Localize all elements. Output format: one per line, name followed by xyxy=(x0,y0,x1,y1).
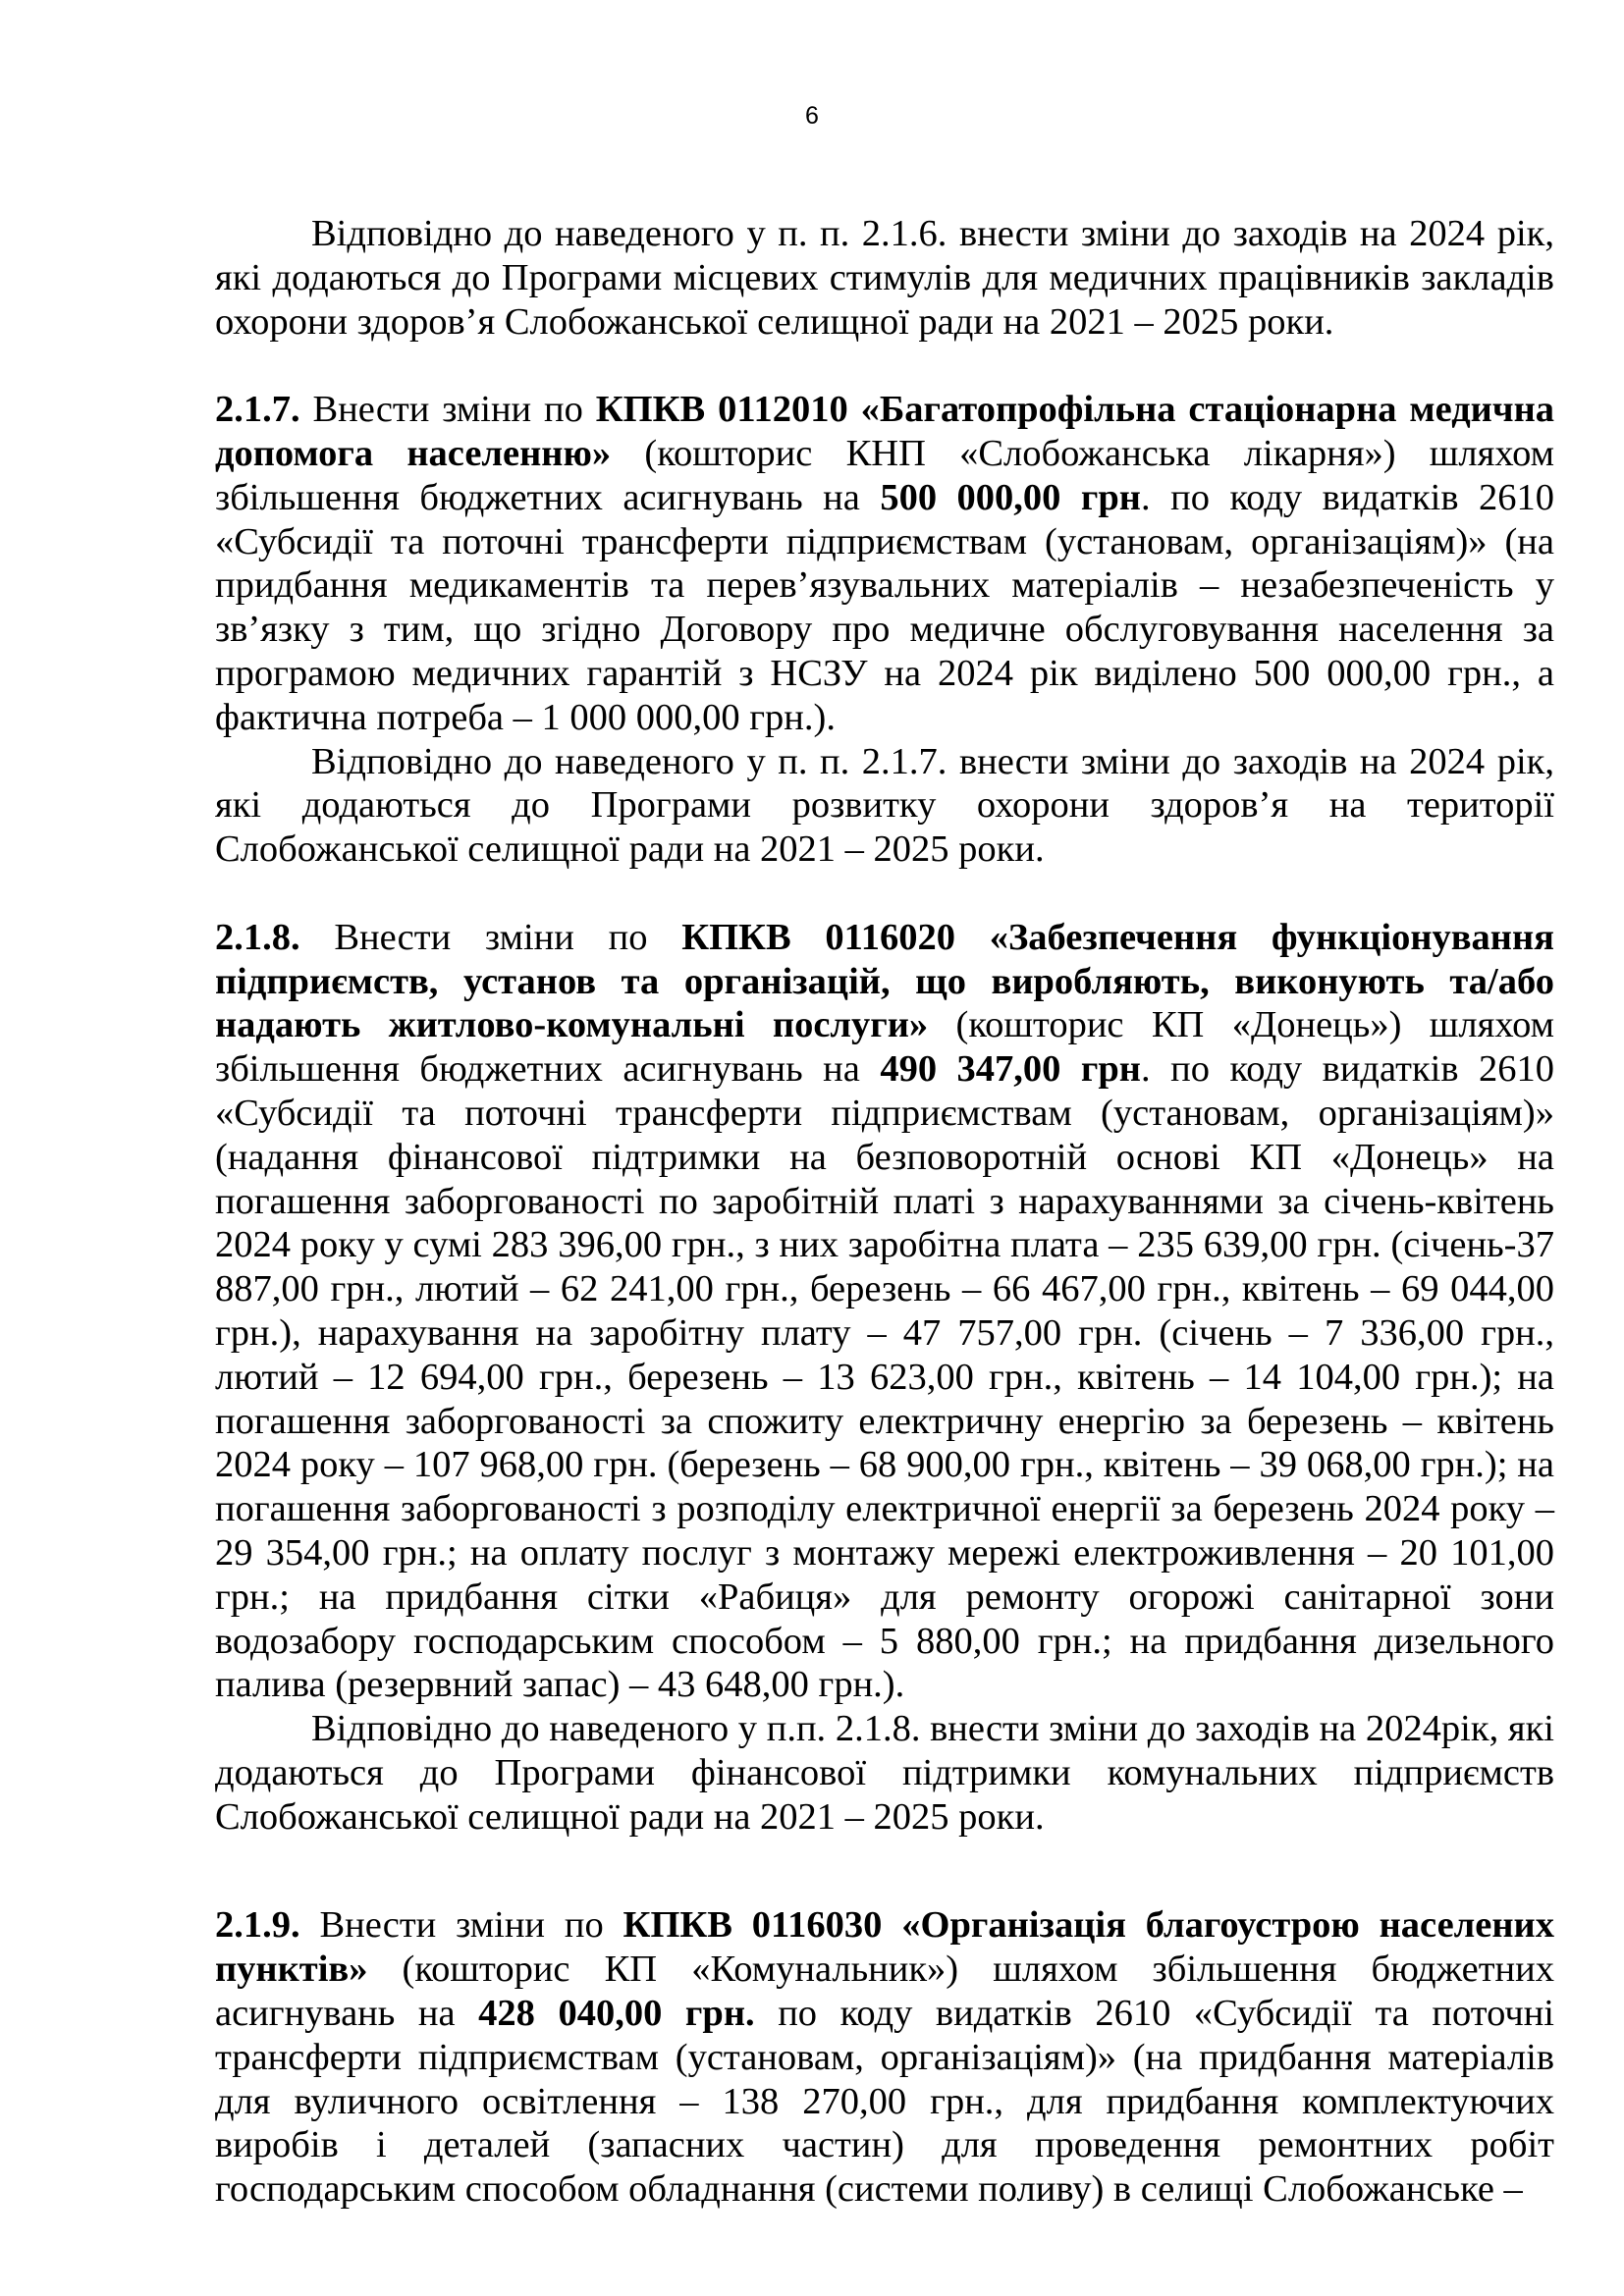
section-text: Внести зміни по xyxy=(299,1904,623,1947)
section-2-1-9 xyxy=(215,1903,1554,2212)
section-2-1-8 xyxy=(215,916,1554,1707)
paragraph-2-1-8-conclusion: Відповідно до наведеного у п.п. 2.1.8. внести зміни до заходів на 2024рік, які додаються до Програми фінансової підтримки комунальних підприємств Слобожанської селищної ради на 2021 – 2025 роки. xyxy=(215,1708,1554,1838)
kpkv-title: КПКВ 0116030 «Організація благоустрою населених пунктів» xyxy=(215,1904,1554,1991)
paragraph-spacer xyxy=(215,344,1554,388)
section-text: . по коду видатків 2610 «Субсидії та поточні трансферти підприємствам (установам, організаціям)» (на придбання медикаментів та перев’язувальних матеріалів – незабезпеченість у зв’язку з тим, що згідно Договору про медичне обслуговування населення за програмою медичних гарантій з НСЗУ на 2024 рік виділено 500 000,00 грн., а фактична потреба – 1 000 000,00 грн.). xyxy=(215,476,1554,738)
amount: 428 040,00 грн. xyxy=(478,1993,755,2035)
paragraph-spacer xyxy=(215,1839,1554,1903)
page-number: 6 xyxy=(805,102,819,130)
section-text: . по коду видатків 2610 «Субсидії та поточні трансферти підприємствам (установам, організаціям)» (надання фінансової підтримки на безповоротній основі КП «Донець» на погашення заборгованості по заробітній платі з нарахуваннями за січень-квітень 2024 року у сумі 283 396,00 грн., з них заробітна плата – 235 639,00 грн. (січень-37 887,00 грн., лютий – 62 241,00 грн., березень – 66 467,00 грн., квітень – 69 044,00 грн.), нарахування на заробітну плату – 47 757,00 грн. (січень – 7 336,00 грн., лютий – 12 694,00 грн., березень – 13 623,00 грн., квітень – 14 104,00 грн.); на погашення заборгованості за спожиту електричну енергію за березень – квітень 2024 року – 107 968,00 грн. (березень – 68 900,00 грн., квітень – 39 068,00 грн.); на погашення заборгованості з розподілу електричної енергії за березень 2024 року – 29 354,00 грн.; на оплату послуг з монтажу мережі електроживлення – 20 101,00 грн.; на придбання сітки «Рабиця» для ремонту огорожі санітарної зони водозабору господарським способом – 5 880,00 грн.; на придбання дизельного палива (резервний запас) – 43 648,00 грн.). xyxy=(215,1048,1554,1706)
document-body xyxy=(215,212,1554,2212)
section-2-1-7 xyxy=(215,388,1554,739)
section-number: 2.1.9. xyxy=(215,1904,300,1947)
section-text: Внести зміни по xyxy=(299,389,596,431)
section-text: (кошторис КП «Комунальник») шляхом збільшення бюджетних асигнувань на xyxy=(215,1949,1554,2035)
section-text: Внести зміни по xyxy=(299,916,682,958)
paragraph-2-1-6-conclusion: Відповідно до наведеного у п. п. 2.1.6. внести зміни до заходів на 2024 рік, які додаються до Програми місцевих стимулів для медичних працівників закладів охорони здоров’я Слобожанської селищної ради на 2021 – 2025 роки. xyxy=(215,213,1554,343)
kpkv-title: КПКВ 0112010 «Багатопрофільна стаціонарна медична допомога населенню» xyxy=(215,389,1554,474)
amount: 500 000,00 грн xyxy=(880,476,1141,518)
amount: 490 347,00 грн xyxy=(880,1048,1141,1091)
section-text: (кошторис КП «Донець») шляхом збільшення бюджетних асигнувань на xyxy=(215,1004,1554,1091)
section-text: (кошторис КНП «Слобожанська лікарня») шляхом збільшення бюджетних асигнувань на xyxy=(215,432,1554,518)
paragraph-spacer xyxy=(215,872,1554,916)
kpkv-title: КПКВ 0116020 «Забезпечення функціонування підприємств, установ та організацій, що виробляють, виконують та/або надають житлово-комунальні послуги» xyxy=(215,916,1554,1046)
paragraph-2-1-7-conclusion: Відповідно до наведеного у п. п. 2.1.7. внести зміни до заходів на 2024 рік, які додаються до Програми розвитку охорони здоров’я на території Слобожанської селищної ради на 2021 – 2025 роки. xyxy=(215,740,1554,871)
section-text: по коду видатків 2610 «Субсидії та поточні трансферти підприємствам (установам, організаціям)» (на придбання матеріалів для вуличного освітлення – 138 270,00 грн., для придбання комплектуючих виробів і деталей (запасних частин) для проведення ремонтних робіт господарським способом обладнання (системи поливу) в селищі Слобожанське – xyxy=(215,1993,1554,2211)
section-number: 2.1.8. xyxy=(215,916,300,958)
section-number: 2.1.7. xyxy=(215,389,300,431)
